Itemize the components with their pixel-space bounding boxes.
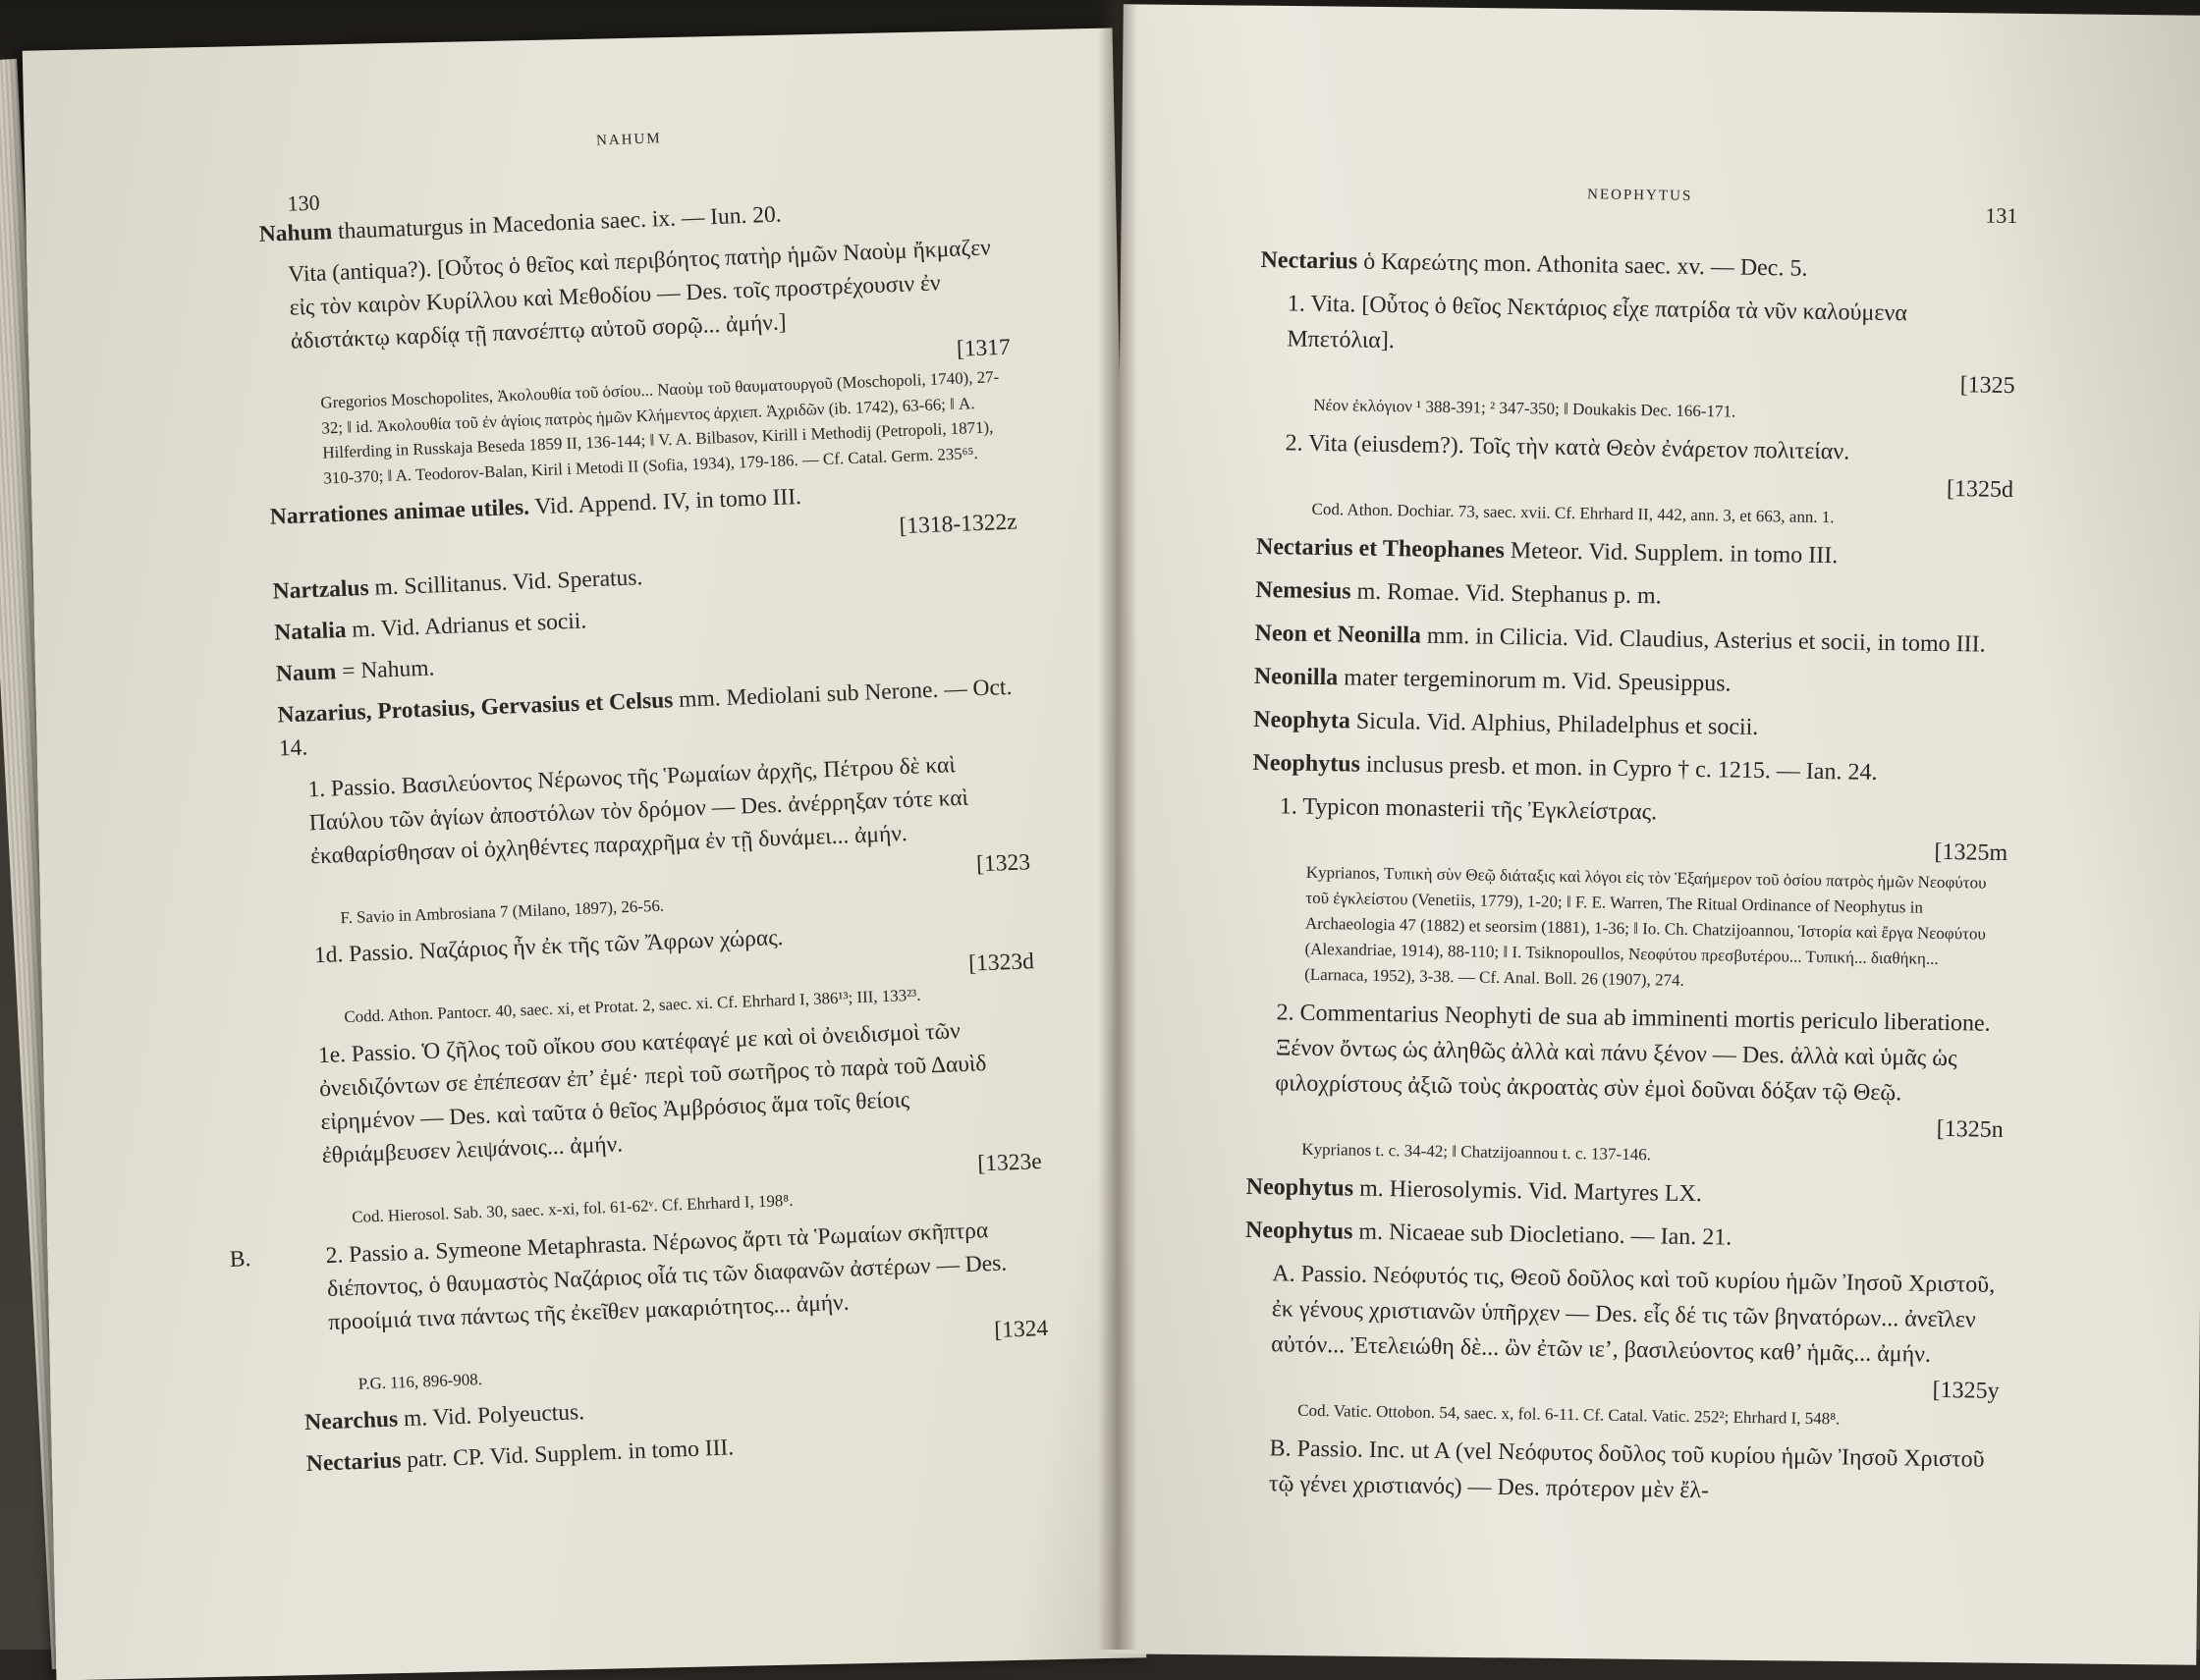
citation: F. Savio in Ambrosiana 7 (Milano, 1897), 26-56.: [340, 895, 665, 928]
entry-lemma-row: [1260, 243, 2016, 290]
entry-description: mm. in Cilicia. Vid. Claudius, Asterius et socii, in tomo III.: [1426, 623, 1986, 658]
book-gutter: [1098, 0, 1137, 1650]
reference-number: [1325n: [1936, 1115, 2004, 1143]
citation: Codd. Athon. Pantocr. 40, saec. xi, et Protat. 2, saec. xi. Cf. Ehrhard I, 386¹³; III, 133²³.: [344, 986, 921, 1027]
entry-lemma-row: [1254, 616, 2010, 663]
reference-number: [1318-1322z: [899, 509, 1018, 540]
entry-description: Vid. Append. IV, in tomo III.: [533, 483, 802, 520]
reference-number: [1325d: [1946, 475, 2014, 504]
entry-description: mm. Mediolani sub Nerone. — Oct. 14.: [278, 675, 1013, 762]
citation: Νέον ἐκλόγιον ¹ 388-391; ² 347-350; ‖ Doukakis Dec. 166-171.: [1313, 395, 1736, 421]
running-head: NAHUM: [595, 131, 662, 149]
entry-lemma-row: [1254, 659, 2010, 706]
entry-description: thaumaturgus in Macedonia saec. ix. — Iun. 20.: [337, 201, 783, 244]
entry-description: ὁ Καρεώτης mon. Athonita saec. xv. — Dec. 5.: [1363, 248, 1808, 282]
entry-body: 1e. Passio. Ὁ ζῆλος τοῦ οἴκου σου κατέφαγέ με καὶ οἱ ὀνειδισμοὶ τῶν ὀνειδιζόντων σε ἐπέπεσαν ἐπ’ ἐμέ· περὶ τοῦ σωτῆρος τὸ παρὰ τοῦ Δαυὶδ εἰρημένον — Des. καὶ ταῦτα ὁ θεῖος Ἀμβρόσιος ἅμα τοῖς θείοις ἐθριάμβευσεν λειψάνοις... ἀμήν.: [317, 1017, 987, 1169]
entry-lemma-row: [1245, 1169, 2002, 1217]
entry-body: 2. Passio a. Symeone Metaphrasta. Νέρωνος ἄρτι τὰ Ῥωμαίων σκῆπτρα διέποντος, ὁ θαυμαστὸς Ναζάριος οἷά τις τῶν διαφανῶν ἀστέρων — Des. προοίμιά τινα πάντως τῆς ἐκεῖθεν μακαριότητος... ἀμήν.: [325, 1217, 1008, 1335]
reference-number: [1317: [956, 335, 1012, 363]
citation: Kyprianos, Τυπικὴ σὺν Θεῷ διάταξις καὶ λόγοι εἰς τὸν Ἑξαήμερον τοῦ ὁσίου πατρὸς ἡμῶν Νεοφύτου τοῦ ἐγκλείστου (Venetiis, 1779), 1-20; ‖ F. E. Warren, The Ritual Ordinance of Neophytus in Archaeologia 47 (1882) et seorsim (1881), 1-36; ‖ Io. Ch. Chatzijoannou, Ἱστορία καὶ ἔργα Νεοφύτου (Alexandriae, 1914), 88-110; ‖ I. Tsiknopoullos, Νεοφύτου πρεσβυτέρου... Τυπική... διαθήκη... (Larnaca, 1952), 3-38. — Cf. Anal. Boll. 26 (1907), 274.: [1304, 862, 1987, 990]
entry-text-row: [1247, 995, 2006, 1148]
entry-text-row: [290, 1011, 1042, 1207]
lemma: Neophytus: [1245, 1173, 1354, 1202]
entry-body: A. Passio. Νεόφυτός τις, Θεοῦ δοῦλος καὶ τοῦ κυρίου ἡμῶν Ἰησοῦ Χριστοῦ, ἐκ γένους χριστιανῶν ὑπῆρχεν — Des. εἷς δέ τις τῶν βηνατόρων... ἀνεῖλεν αὐτόν... Ἐτελειώθη δὲ... ὢν ἐτῶν ιε’, βασιλεύοντος καθ’ ἡμᾶς... ἀμήν.: [1271, 1261, 1996, 1368]
entry-text-row: [260, 231, 1012, 393]
running-head: NEOPHYTUS: [1586, 187, 1693, 204]
entry-list: [229, 190, 1053, 1481]
reference-number: [1325: [1959, 372, 2015, 400]
reference-number: [1323d: [967, 948, 1035, 978]
entry-body: 1. Typicon monasterii τῆς Ἐγκλείστρας.: [1279, 793, 1658, 826]
lemma: Nectarius: [1260, 246, 1358, 275]
citation: P.G. 116, 896-908.: [358, 1369, 483, 1393]
page-number: 130: [287, 190, 321, 216]
lemma: Nartzalus: [272, 575, 370, 605]
entry-body: Vita (antiqua?). [Οὗτος ὁ θεῖος καὶ περιβόητος πατὴρ ἡμῶν Ναοὺμ ἤκμαζεν εἰς τὸν καιρὸν Κυρίλλου καὶ Μεθοδίου — Des. τοῖς προστρέχουσιν ἐν ἀδιστάκτῳ καρδίᾳ τῇ πανσέπτῳ αὐτοῦ σορῷ... ἀμήν.]: [287, 235, 992, 355]
entry-text-row: [1257, 425, 2014, 508]
lemma: Natalia: [273, 618, 347, 646]
lemma: Naum: [275, 659, 337, 687]
entry-body: 2. Vita (eiusdem?). Τοῖς τὴν κατὰ Θεὸν ἐνάρετον πολιτείαν.: [1285, 430, 1850, 465]
lemma: Narrationes animae utiles.: [269, 494, 530, 530]
lemma: Nearchus: [303, 1406, 399, 1436]
lemma: Nazarius, Protasius, Gervasius et Celsus: [277, 687, 674, 729]
entry-description: m. Scillitanus. Vid. Speratus.: [373, 565, 643, 601]
entry-description: = Nahum.: [341, 655, 435, 685]
entry-description: inclusus presb. et mon. in Cypro † c. 1215. — Ian. 24.: [1365, 751, 1878, 786]
entry-description: m. Romae. Vid. Stephanus p. m.: [1356, 578, 1662, 610]
entry-text-row: [1258, 286, 2016, 404]
entry-body: 2. Commentarius Neophyti de sua ab imminenti mortis periculo liberatione. Ξένον ὄντως ὡς ἀληθῶς ἀλλὰ καὶ πάνυ ξένον — Des. ἀλλὰ καὶ ὑμᾶς ὡς φιλοχρίστους ἀξιῶ τοὺς ἀκροατὰς σὺν ἐμοὶ δοῦναι δόξαν τῷ Θεῷ.: [1275, 1000, 1991, 1107]
reference-number: [1324: [993, 1315, 1049, 1343]
entry-text-row: [1251, 788, 2008, 871]
reference-number: [1325y: [1932, 1377, 2000, 1404]
reference-number: [1323e: [976, 1149, 1043, 1177]
citation: Cod. Hierosol. Sab. 30, saec. x-xi, fol. 61-62ᵛ. Cf. Ehrhard I, 198⁸.: [351, 1190, 794, 1227]
entry-lemma-row: [1245, 1213, 2002, 1260]
lemma: Nahum: [258, 219, 333, 247]
citation: Cod. Vatic. Ottobon. 54, saec. x, fol. 6-11. Cf. Catal. Vatic. 252²; Ehrhard I, 548⁸.: [1297, 1400, 1841, 1429]
lemma: Nectarius: [305, 1447, 402, 1478]
left-page-text: [229, 109, 1053, 1482]
reference-number: [1325m: [1934, 839, 2008, 867]
entry-description: m. Nicaeae sub Diocletiano. — Ian. 21.: [1358, 1219, 1732, 1251]
entry-text-row: [229, 1211, 1049, 1373]
right-page-text: [1241, 172, 2018, 1513]
entry-text-row: [1242, 1256, 2001, 1409]
lemma: Nemesius: [1255, 576, 1351, 605]
citation: Cod. Athon. Dochiar. 73, saec. xvii. Cf. Ehrhard II, 442, ann. 3, et 663, ann. 1.: [1311, 499, 1835, 527]
lemma: Nectarius et Theophanes: [1255, 533, 1506, 564]
entry-lemma-row: [1252, 745, 2008, 792]
citation: Gregorios Moschopolites, Ἀκολουθία τοῦ ὁσίου... Ναοὺμ τοῦ θαυματουργοῦ (Moschopoli, 1740), 27-32; ‖ id. Ἀκολουθία τοῦ ἐν ἁγίοις πατρὸς ἡμῶν Κλήμεντος ἀρχιεπ. Ἀχριδῶν (ib. 1742), 63-66; ‖ A. Hilferding in Russkaja Beseda 1859 II, 136-144; ‖ V. A. Bilbasov, Kirill i Methodij (Petropoli, 1871), 310-370; ‖ A. Teodorov-Balan, Kiril i Metodi II (Sofia, 1934), 179-186. — Cf. Catal. Germ. 235⁶⁵.: [320, 367, 1000, 488]
lemma: Neon et Neonilla: [1254, 620, 1422, 649]
lemma: Neophytus: [1244, 1217, 1353, 1245]
lemma: Neonilla: [1253, 663, 1339, 691]
entry-text-row: [1241, 1431, 1999, 1513]
entry-description: m. Vid. Polyeuctus.: [403, 1399, 585, 1433]
entry-body: 1d. Passio. Ναζάριος ἦν ἐκ τῆς τῶν Ἄφρων χώρας.: [313, 925, 784, 969]
reference-number: [1323: [975, 849, 1031, 878]
entry-description: Sicula. Vid. Alphius, Philadelphus et socii.: [1355, 708, 1759, 741]
entry-body: 1. Passio. Βασιλεύοντος Νέρωνος τῆς Ῥωμαίων ἀρχῆς, Πέτρου δὲ καὶ Παύλου τῶν ἁγίων ἀποστόλων τὸν δρόμον — Des. ἀνέρρηξαν τότε καὶ ἐκαθαρίσθησαν οἱ ὀχληθέντες παραχρῆμα ἐν τῇ δυνάμει... ἀμήν.: [307, 751, 969, 870]
entry-text-row: [280, 745, 1031, 907]
entry-description: m. Hierosolymis. Vid. Martyres LX.: [1358, 1175, 1703, 1208]
entry-body: 1. Vita. [Οὗτος ὁ θεῖος Νεκτάριος εἶχε πατρίδα τὰ νῦν καλούμενα Μπετόλια].: [1287, 291, 1908, 354]
entry-lemma-row: [1256, 529, 2012, 576]
entry-body: B. Passio. Inc. ut A (vel Νεόφυτος δοῦλος τοῦ κυρίου ἡμῶν Ἰησοῦ Χριστοῦ τῷ γένει χριστιανός) — Des. πρότερον μὲν ἔλ-: [1268, 1436, 1985, 1504]
page-number: 131: [1985, 202, 2018, 229]
entry-description: mater tergeminorum m. Vid. Speusippus.: [1344, 665, 1732, 697]
entry-lemma-row: [1255, 572, 2011, 620]
entry-description: patr. CP. Vid. Supplem. in tomo III.: [406, 1435, 735, 1474]
lemma: Neophytus: [1252, 749, 1361, 778]
entry-description: Meteor. Vid. Supplem. in tomo III.: [1510, 538, 1839, 569]
entry-description: m. Vid. Adrianus et socii.: [351, 608, 587, 643]
entry-list: [1241, 243, 2017, 1513]
citation: Kyprianos t. c. 34-42; ‖ Chatzijoannou t. c. 137-146.: [1301, 1139, 1652, 1165]
margin-marker: B.: [229, 1245, 251, 1273]
entry-lemma-row: [1253, 702, 2009, 749]
lemma: Neophyta: [1253, 706, 1351, 734]
